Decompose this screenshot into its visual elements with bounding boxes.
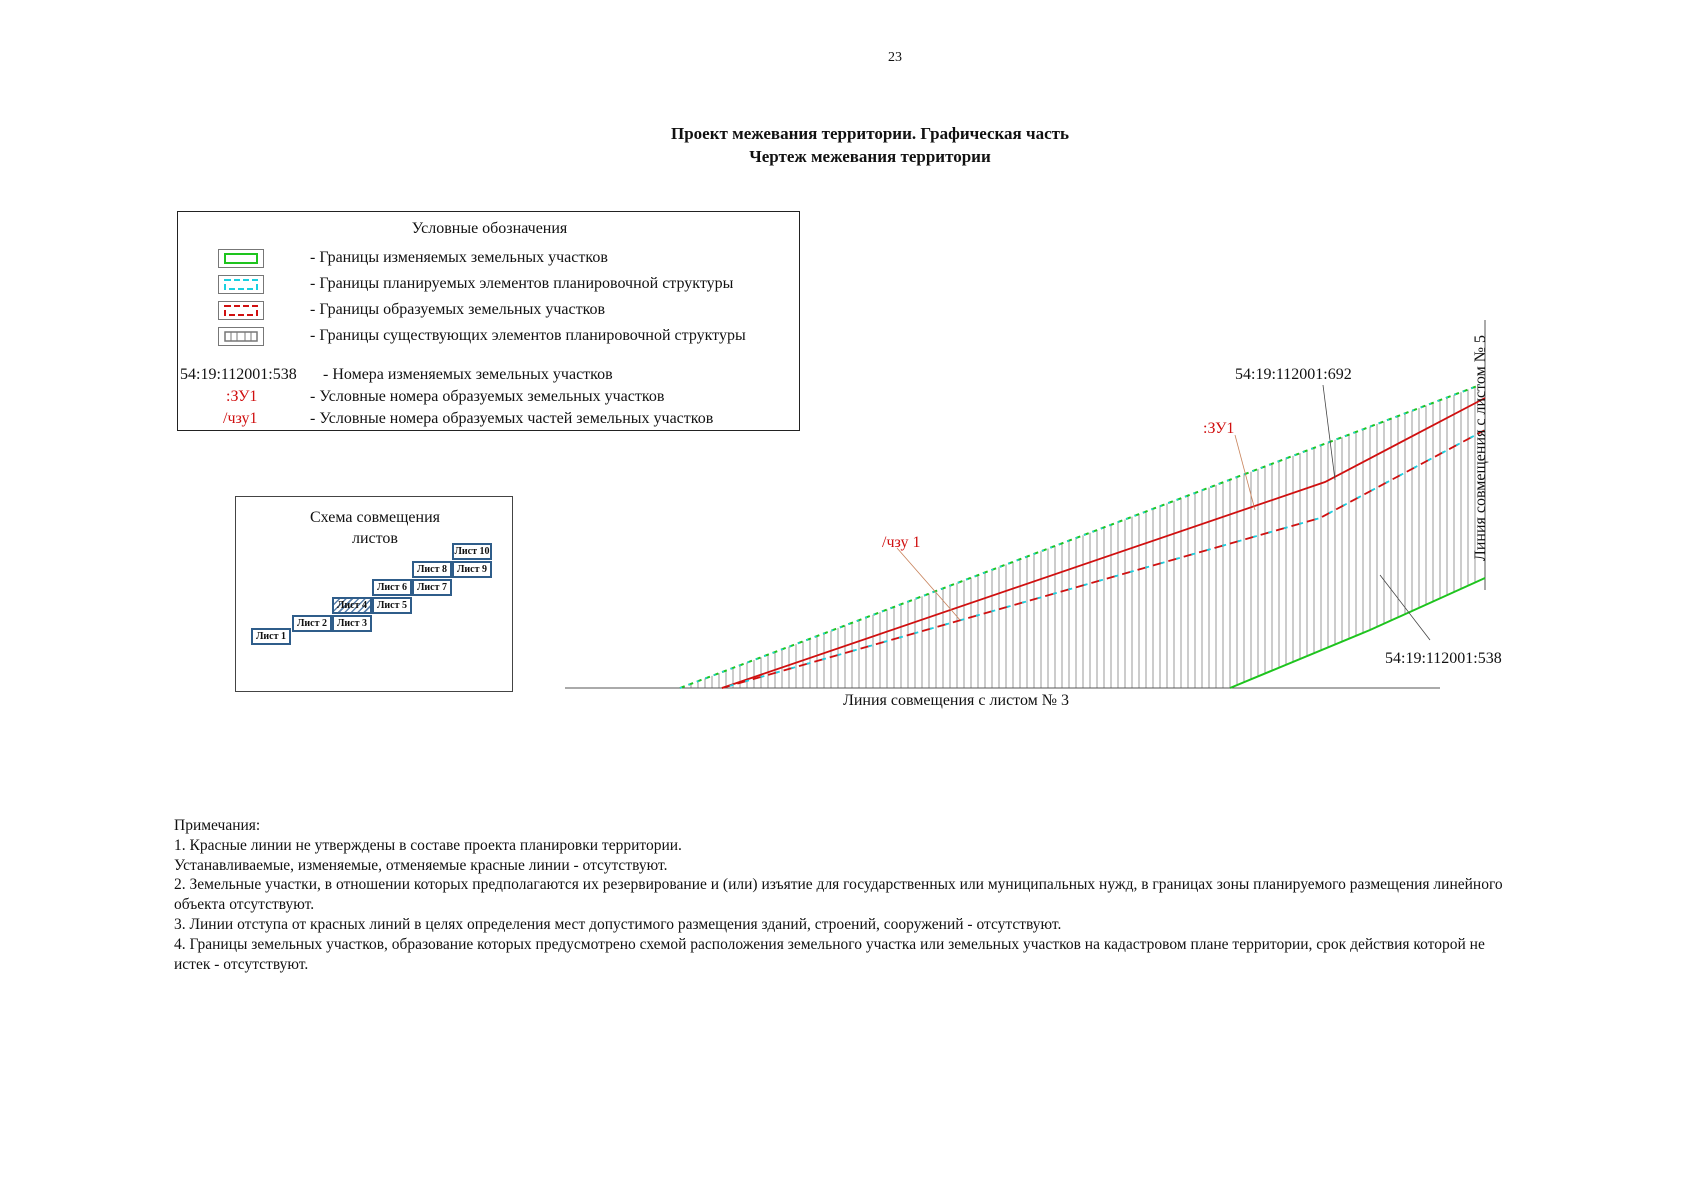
label-parcel-692: 54:19:112001:692 [1235, 366, 1352, 383]
notes-heading: Примечания: [174, 817, 261, 834]
sheet-4-current: Лист 4 [332, 597, 372, 614]
sheet-1: Лист 1 [251, 628, 291, 645]
legend-title: Условные обозначения [411, 220, 568, 237]
green-dashed-outer-boundary [680, 385, 1480, 688]
legend-desc: - Границы изменяемых земельных участков [310, 249, 608, 266]
green-solid-boundary-icon [218, 249, 264, 268]
label-zu1: :ЗУ1 [1203, 420, 1235, 437]
red-dashed-boundary-icon [218, 301, 264, 320]
sheet-9: Лист 9 [452, 561, 492, 578]
sheet-10: Лист 10 [452, 543, 492, 560]
sheet-scheme-title-line1: Схема совмещения [309, 509, 440, 526]
sheet-7: Лист 7 [412, 579, 452, 596]
legend-code: :ЗУ1 [226, 388, 258, 405]
label-parcel-538: 54:19:112001:538 [1385, 650, 1502, 667]
label-junction-sheet-3: Линия совмещения с листом № 3 [843, 692, 1070, 709]
leader-692 [1323, 385, 1335, 480]
leader-zu1 [1235, 435, 1255, 510]
legend-row-changed-plots [178, 249, 801, 271]
note-2: 2. Земельные участки, в отношении которых предполагаются их резервирование и (или) изъятие для государственных или муниципальных нужд, в границах зоны планируемого размещения линейного объекта отсутствуют. [174, 876, 1503, 914]
notes-block [174, 816, 1514, 974]
leader-czu1 [897, 548, 960, 620]
red-formed-plot-boundary [722, 398, 1485, 688]
note-1: 1. Красные линии не утверждены в составе проекта планировки территории. [174, 836, 682, 854]
sheet-5: Лист 5 [372, 597, 412, 614]
cyan-dashed-boundary-icon [218, 275, 264, 294]
note-4: 4. Границы земельных участков, образование которых предусмотрено схемой расположения земельного участка или земельных участков на кадастровом плане территории, срок действия которой не истек - отсутствуют. [174, 935, 1485, 973]
page-number: 23 [888, 50, 902, 65]
green-changed-plot-boundary [1230, 578, 1485, 688]
document-title: Проект межевания территории. Графическая часть [671, 124, 1069, 143]
sheet-scheme-box [235, 496, 513, 692]
label-junction-sheet-5: Линия совмещения с листом № 5 [1472, 334, 1489, 562]
sheet-2: Лист 2 [292, 615, 332, 632]
legend-desc: - Условные номера образуемых земельных участков [310, 388, 665, 405]
legend-desc: - Условные номера образуемых частей земельных участков [310, 410, 714, 427]
legend-desc: - Границы существующих элементов планировочной структуры [310, 327, 746, 344]
boundary-drawing [555, 300, 1515, 720]
legend-code: /чзу1 [223, 410, 258, 427]
legend-desc: - Номера изменяемых земельных участков [323, 366, 613, 383]
legend-row-planned-elements [178, 275, 801, 297]
sheet-8: Лист 8 [412, 561, 452, 578]
legend-desc: - Границы образуемых земельных участков [310, 301, 606, 318]
sheet-scheme-title-line2: листов [352, 530, 398, 547]
note-1-cont: Устанавливаемые, изменяемые, отменяемые красные линии - отсутствуют. [174, 856, 668, 874]
document-subtitle: Чертеж межевания территории [749, 147, 991, 166]
grey-hatched-boundary-icon [218, 327, 264, 346]
sheet-3: Лист 3 [332, 615, 372, 632]
legend-code: 54:19:112001:538 [180, 366, 297, 383]
note-3: 3. Линии отступа от красных линий в целях определения мест допустимого размещения зданий, строений, сооружений - отсутствуют. [174, 915, 1062, 933]
legend-desc: - Границы планируемых элементов планировочной структуры [310, 275, 734, 292]
label-czu1: /чзу 1 [882, 534, 921, 551]
sheet-6: Лист 6 [372, 579, 412, 596]
